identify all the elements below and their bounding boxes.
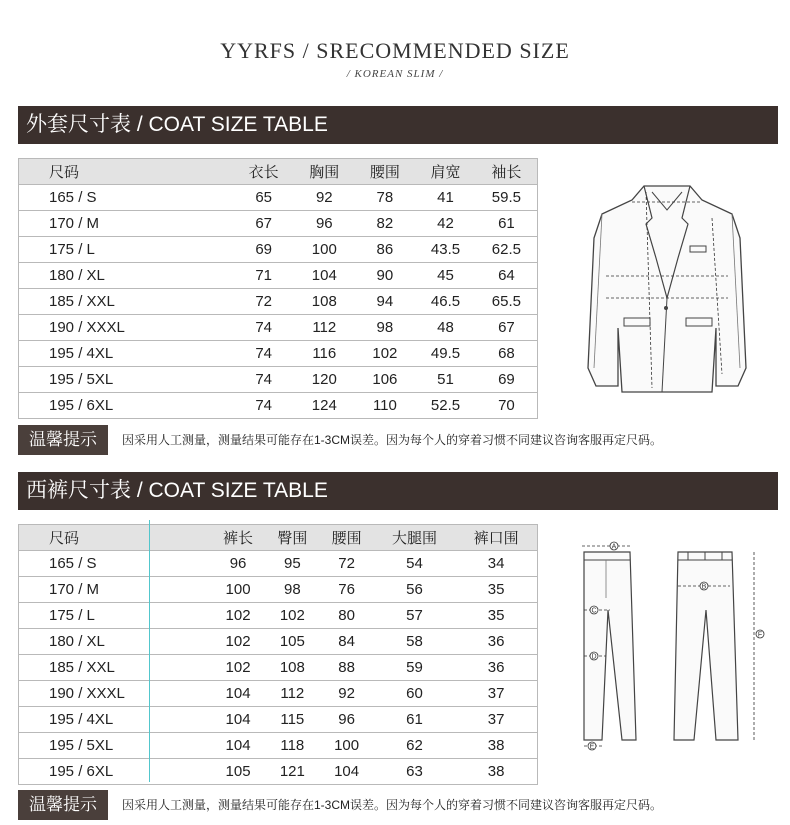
- measurement-cell: 63: [374, 759, 455, 785]
- brand-subtitle: / KOREAN SLIM /: [346, 68, 444, 80]
- measurement-cell: 76: [319, 577, 373, 603]
- measurement-cell: 68: [476, 341, 538, 367]
- measurement-cell: 64: [476, 263, 538, 289]
- table-row: [19, 289, 538, 315]
- measurement-cell: 116: [294, 341, 355, 367]
- measurement-cell: 54: [374, 551, 455, 577]
- measurement-cell: 72: [319, 551, 373, 577]
- accent-divider: [149, 520, 150, 782]
- size-cell: 180 / XL: [19, 263, 234, 289]
- table-row: [19, 733, 538, 759]
- measurement-cell: 102: [211, 629, 265, 655]
- measurement-cell: 41: [415, 185, 476, 211]
- measurement-cell: 98: [265, 577, 319, 603]
- measurement-cell: 74: [233, 341, 294, 367]
- coat-tip-badge: 温馨提示: [18, 425, 108, 455]
- size-cell: 190 / XXXL: [19, 315, 234, 341]
- measurement-cell: 96: [319, 707, 373, 733]
- size-cell: 170 / M: [19, 211, 234, 237]
- size-cell: 170 / M: [19, 577, 211, 603]
- size-cell: 185 / XXL: [19, 655, 211, 681]
- measurement-cell: 67: [233, 211, 294, 237]
- measurement-cell: 51: [415, 367, 476, 393]
- measurement-cell: 49.5: [415, 341, 476, 367]
- column-header: 腰围: [319, 525, 373, 551]
- marker-e-label: E: [589, 743, 595, 751]
- measurement-cell: 92: [319, 681, 373, 707]
- measurement-cell: 108: [265, 655, 319, 681]
- measurement-cell: 88: [319, 655, 373, 681]
- column-header: 胸围: [294, 159, 355, 185]
- measurement-cell: 102: [211, 603, 265, 629]
- measurement-cell: 36: [455, 655, 537, 681]
- measurement-cell: 58: [374, 629, 455, 655]
- table-header-row: [19, 525, 538, 551]
- table-row: [19, 315, 538, 341]
- pants-size-table: [18, 524, 538, 785]
- measurement-cell: 62.5: [476, 237, 538, 263]
- table-row: [19, 237, 538, 263]
- measurement-cell: 74: [233, 367, 294, 393]
- pants-diagram: [570, 540, 770, 755]
- size-cell: 185 / XXL: [19, 289, 234, 315]
- table-row: [19, 263, 538, 289]
- measurement-cell: 61: [476, 211, 538, 237]
- measurement-cell: 100: [294, 237, 355, 263]
- measurement-cell: 35: [455, 603, 537, 629]
- measurement-cell: 38: [455, 733, 537, 759]
- size-cell: 195 / 4XL: [19, 341, 234, 367]
- column-header: 衣长: [233, 159, 294, 185]
- measurement-cell: 86: [355, 237, 416, 263]
- measurement-cell: 56: [374, 577, 455, 603]
- size-cell: 165 / S: [19, 185, 234, 211]
- measurement-cell: 52.5: [415, 393, 476, 419]
- coat-size-table: [18, 158, 538, 419]
- measurement-cell: 115: [265, 707, 319, 733]
- measurement-cell: 74: [233, 393, 294, 419]
- pants-section-title: 西裤尺寸表 / COAT SIZE TABLE: [18, 472, 778, 510]
- table-row: [19, 681, 538, 707]
- measurement-cell: 72: [233, 289, 294, 315]
- table-row: [19, 211, 538, 237]
- measurement-cell: 37: [455, 707, 537, 733]
- table-row: [19, 393, 538, 419]
- pants-tip-text: 因采用人工测量，测量结果可能存在1-3CM误差。因为每个人的穿着习惯不同建议咨询客服再定尺码。: [122, 798, 663, 812]
- size-cell: 190 / XXXL: [19, 681, 211, 707]
- size-cell: 175 / L: [19, 237, 234, 263]
- measurement-cell: 67: [476, 315, 538, 341]
- size-cell: 195 / 4XL: [19, 707, 211, 733]
- measurement-cell: 98: [355, 315, 416, 341]
- measurement-cell: 95: [265, 551, 319, 577]
- measurement-cell: 61: [374, 707, 455, 733]
- marker-b-label: B: [701, 583, 707, 591]
- measurement-cell: 104: [211, 707, 265, 733]
- table-row: [19, 551, 538, 577]
- measurement-cell: 112: [294, 315, 355, 341]
- measurement-cell: 46.5: [415, 289, 476, 315]
- measurement-cell: 100: [211, 577, 265, 603]
- table-row: [19, 629, 538, 655]
- measurement-cell: 121: [265, 759, 319, 785]
- table-row: [19, 707, 538, 733]
- measurement-cell: 90: [355, 263, 416, 289]
- size-cell: 165 / S: [19, 551, 211, 577]
- measurement-cell: 92: [294, 185, 355, 211]
- size-cell: 175 / L: [19, 603, 211, 629]
- measurement-cell: 112: [265, 681, 319, 707]
- table-row: [19, 341, 538, 367]
- measurement-cell: 100: [319, 733, 373, 759]
- measurement-cell: 105: [211, 759, 265, 785]
- coat-section-title: 外套尺寸表 / COAT SIZE TABLE: [18, 106, 778, 144]
- measurement-cell: 35: [455, 577, 537, 603]
- size-cell: 180 / XL: [19, 629, 211, 655]
- measurement-cell: 104: [211, 681, 265, 707]
- pants-tip-badge: 温馨提示: [18, 790, 108, 820]
- measurement-cell: 59.5: [476, 185, 538, 211]
- measurement-cell: 57: [374, 603, 455, 629]
- table-row: [19, 603, 538, 629]
- column-header: 尺码: [19, 525, 211, 551]
- measurement-cell: 37: [455, 681, 537, 707]
- measurement-cell: 80: [319, 603, 373, 629]
- coat-diagram: [582, 178, 752, 398]
- table-row: [19, 367, 538, 393]
- brand-title: YYRFS / SRECOMMENDED SIZE: [220, 38, 570, 63]
- measurement-cell: 59: [374, 655, 455, 681]
- measurement-cell: 110: [355, 393, 416, 419]
- measurement-cell: 70: [476, 393, 538, 419]
- column-header: 大腿围: [374, 525, 455, 551]
- measurement-cell: 69: [476, 367, 538, 393]
- measurement-cell: 65.5: [476, 289, 538, 315]
- measurement-cell: 36: [455, 629, 537, 655]
- table-header-row: [19, 159, 538, 185]
- measurement-cell: 124: [294, 393, 355, 419]
- measurement-cell: 69: [233, 237, 294, 263]
- measurement-cell: 102: [211, 655, 265, 681]
- size-cell: 195 / 6XL: [19, 393, 234, 419]
- measurement-cell: 105: [265, 629, 319, 655]
- measurement-cell: 118: [265, 733, 319, 759]
- measurement-cell: 60: [374, 681, 455, 707]
- measurement-cell: 108: [294, 289, 355, 315]
- column-header: 肩宽: [415, 159, 476, 185]
- measurement-cell: 84: [319, 629, 373, 655]
- measurement-cell: 34: [455, 551, 537, 577]
- measurement-cell: 104: [211, 733, 265, 759]
- column-header: 裤口围: [455, 525, 537, 551]
- marker-a-label: A: [611, 543, 617, 551]
- measurement-cell: 65: [233, 185, 294, 211]
- measurement-cell: 78: [355, 185, 416, 211]
- measurement-cell: 102: [265, 603, 319, 629]
- measurement-cell: 96: [294, 211, 355, 237]
- measurement-cell: 104: [294, 263, 355, 289]
- measurement-cell: 96: [211, 551, 265, 577]
- size-cell: 195 / 6XL: [19, 759, 211, 785]
- marker-c-label: C: [591, 607, 597, 615]
- table-row: [19, 185, 538, 211]
- measurement-cell: 38: [455, 759, 537, 785]
- measurement-cell: 106: [355, 367, 416, 393]
- column-header: 尺码: [19, 159, 234, 185]
- measurement-cell: 82: [355, 211, 416, 237]
- marker-d-label: D: [591, 653, 597, 661]
- measurement-cell: 74: [233, 315, 294, 341]
- measurement-cell: 120: [294, 367, 355, 393]
- measurement-cell: 104: [319, 759, 373, 785]
- measurement-cell: 43.5: [415, 237, 476, 263]
- measurement-cell: 94: [355, 289, 416, 315]
- coat-tip-text: 因采用人工测量，测量结果可能存在1-3CM误差。因为每个人的穿着习惯不同建议咨询客服再定尺码。: [122, 433, 663, 447]
- measurement-cell: 71: [233, 263, 294, 289]
- column-header: 裤长: [211, 525, 265, 551]
- measurement-cell: 45: [415, 263, 476, 289]
- size-cell: 195 / 5XL: [19, 733, 211, 759]
- table-row: [19, 655, 538, 681]
- table-row: [19, 759, 538, 785]
- measurement-cell: 102: [355, 341, 416, 367]
- measurement-cell: 42: [415, 211, 476, 237]
- measurement-cell: 48: [415, 315, 476, 341]
- measurement-cell: 62: [374, 733, 455, 759]
- marker-f-label: F: [757, 631, 763, 639]
- column-header: 腰围: [355, 159, 416, 185]
- column-header: 臀围: [265, 525, 319, 551]
- size-cell: 195 / 5XL: [19, 367, 234, 393]
- table-row: [19, 577, 538, 603]
- column-header: 袖长: [476, 159, 538, 185]
